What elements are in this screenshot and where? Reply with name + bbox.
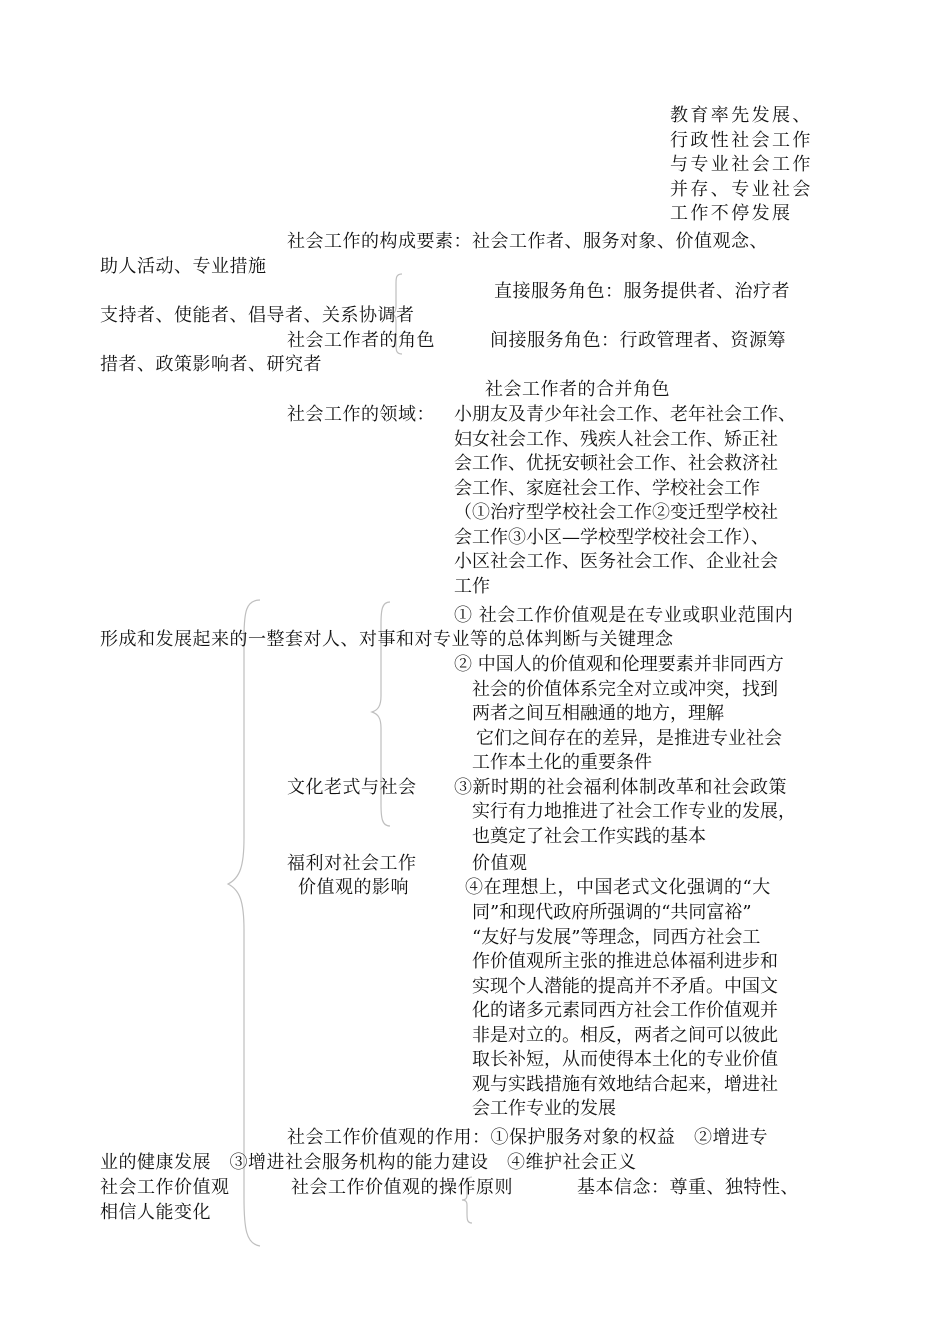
roles-indirect-cont: 措者、政策影响者、研究者 bbox=[100, 354, 322, 375]
value-point-4-line: 实现个人潜能的提高并不矛盾。中国文 bbox=[472, 975, 778, 997]
value-point-3-cont bbox=[472, 800, 796, 849]
roles-label: 社会工作者的角色 bbox=[287, 330, 435, 351]
value-point-2-line: 社会的价值体系完全对立或冲突，找到 bbox=[472, 678, 778, 700]
value-point-1: ① 社会工作价值观是在专业或职业范围内 bbox=[454, 605, 794, 626]
value-point-4-line: 会工作专业的发展 bbox=[472, 1098, 616, 1119]
fields-line: 会工作、优抚安顿社会工作、社会救济社 bbox=[454, 453, 778, 474]
fields-line: 会工作③小区—学校型学校社会工作）、 bbox=[454, 526, 769, 548]
value-point-4-line: 化的诸多元素同西方社会工作价值观并 bbox=[472, 1000, 778, 1021]
value-point-4-cont bbox=[472, 901, 778, 1122]
value-point-2-line: 它们之间存在的差异，是推进专业社会 bbox=[476, 727, 782, 749]
roles-direct: 直接服务角色：服务提供者、治疗者 bbox=[494, 281, 790, 302]
principles-beliefs: 基本信念：尊重、独特性、 bbox=[577, 1177, 799, 1198]
value-point-4-line: 作价值观所主张的推进总体福利进步和 bbox=[472, 951, 778, 972]
culture-label: 文化老式与社会 bbox=[287, 777, 417, 798]
roles-indirect: 间接服务角色：行政管理者、资源筹 bbox=[490, 330, 786, 351]
roles-combined: 社会工作者的合并角色 bbox=[485, 379, 670, 400]
value-point-4-line: 非是对立的。相反，两者之间可以彼此 bbox=[472, 1024, 778, 1046]
elements-line: 助人活动、专业措施 bbox=[100, 256, 267, 277]
principles-root: 社会工作价值观 bbox=[100, 1177, 230, 1198]
principles-beliefs-cont: 相信人能变化 bbox=[100, 1202, 211, 1223]
value-point-4-line: 取长补短，从而使得本土化的专业价值 bbox=[472, 1049, 778, 1070]
value-point-3-line: 实行有力地推进了社会工作专业的发展， bbox=[472, 801, 796, 822]
fields-line: 小区社会工作、医务社会工作、企业社会 bbox=[454, 551, 778, 572]
value-point-4-line: 观与实践措施有效地结合起来，增进社 bbox=[472, 1073, 778, 1095]
fields-line: 工作 bbox=[454, 575, 490, 597]
value-point-2-line: ② 中国人的价值观和伦理要素并非同西方 bbox=[454, 654, 784, 675]
top-note-line: 工作不停发展 bbox=[670, 203, 793, 224]
principles-label: 社会工作价值观的操作原则 bbox=[291, 1177, 513, 1198]
functions-line: 社会工作价值观的作用：①保护服务对象的权益 ②增进专 bbox=[287, 1127, 768, 1148]
value-point-4: ④在理想上，中国老式文化强调的“大 bbox=[465, 877, 771, 898]
top-note bbox=[670, 104, 813, 227]
functions-line: 业的健康发展 ③增进社会服务机构的能力建设 ④维护社会正义 bbox=[100, 1152, 637, 1173]
fields-line: 小朋友及青少年社会工作、老年社会工作、 bbox=[454, 404, 796, 425]
fields-list bbox=[454, 403, 796, 599]
value-point-2-line: 工作本土化的重要条件 bbox=[472, 752, 652, 773]
elements-line: 社会工作的构成要素：社会工作者、服务对象、价值观念、 bbox=[287, 231, 768, 252]
value-point-4-line: 同”和现代政府所强调的“共同富裕” bbox=[472, 902, 752, 923]
culture-label: 福利对社会工作 bbox=[287, 853, 417, 874]
top-note-line: 并存、专业社会 bbox=[670, 178, 813, 200]
value-point-4-line: “友好与发展”等理念，同西方社会工 bbox=[472, 926, 761, 948]
value-point-1-cont: 形成和发展起来的一整套对人、对事和对专业等的总体判断与关键理念 bbox=[100, 629, 674, 650]
top-note-line: 与专业社会工作 bbox=[670, 154, 813, 175]
fields-line: 妇女社会工作、残疾人社会工作、矫正社 bbox=[454, 428, 778, 450]
value-point-2-line: 两者之间互相融通的地方，理解 bbox=[472, 703, 724, 724]
value-point-2 bbox=[454, 653, 784, 776]
fields-label: 社会工作的领域： bbox=[287, 404, 435, 425]
value-point-3-end: 价值观 bbox=[472, 853, 528, 874]
top-note-line: 行政性社会工作 bbox=[670, 129, 813, 151]
fields-line: 会工作、家庭社会工作、学校社会工作 bbox=[454, 477, 760, 499]
roles-direct-cont: 支持者、使能者、倡导者、关系协调者 bbox=[100, 305, 415, 326]
value-point-3: ③新时期的社会福利体制改革和社会政策 bbox=[454, 777, 787, 798]
value-point-3-line: 也奠定了社会工作实践的基本 bbox=[472, 825, 706, 847]
top-note-line: 教育率先发展、 bbox=[670, 105, 813, 126]
culture-label: 价值观的影响 bbox=[298, 877, 409, 898]
fields-line: （①治疗型学校社会工作②变迁型学校社 bbox=[454, 502, 778, 523]
